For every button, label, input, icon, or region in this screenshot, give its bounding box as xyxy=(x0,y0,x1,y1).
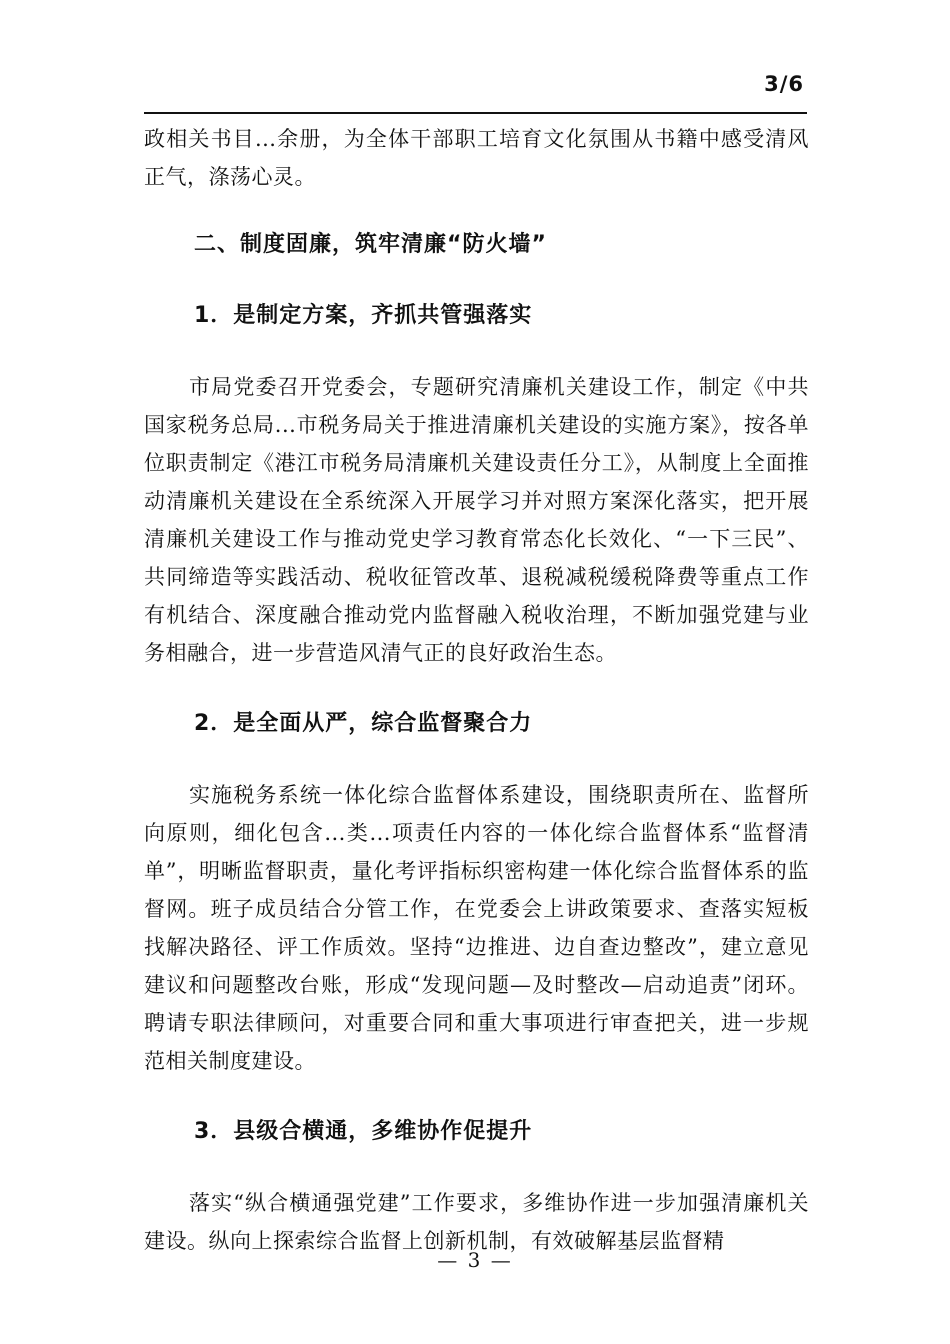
document-body xyxy=(144,120,809,1260)
subheading-1: 1．是制定方案，齐抓共管强落实 xyxy=(194,303,533,328)
paragraph-3: 落实“纵合横通强党建”工作要求，多维协作进一步加强清廉机关建设。纵向上探索综合监督上创新机制，有效破解基层监督精 xyxy=(144,1191,809,1253)
subheading-2: 2．是全面从严，综合监督聚合力 xyxy=(194,711,533,736)
paragraph-continuation: 政相关书目...余册，为全体干部职工培育文化氛围从书籍中感受清风正气，涤荡心灵。 xyxy=(144,127,809,189)
section-heading: 二、制度固廉，筑牢清廉“防火墙” xyxy=(194,232,547,257)
page-number-footer: — 3 — xyxy=(437,1248,513,1272)
paragraph-2: 实施税务系统一体化综合监督体系建设，围绕职责所在、监督所向原则，细化包含...类...项责任内容的一体化综合监督体系“监督清单”，明晰监督职责，量化考评指标织密构建一体化综合监督体系的监督网。班子成员结合分管工作，在党委会上讲政策要求、查落实短板找解决路径、评工作质效。坚持“边推进、边自查边整改”，建立意见建议和问题整改台账，形成“发现问题—及时整改—启动追责”闭环。聘请专职法律顾问，对重要合同和重大事项进行审查把关，进一步规范相关制度建设。 xyxy=(144,783,809,1073)
page-counter: 3/6 xyxy=(764,72,804,96)
header-divider xyxy=(144,112,807,114)
subheading-3: 3．县级合横通，多维协作促提升 xyxy=(194,1119,533,1144)
paragraph-1: 市局党委召开党委会，专题研究清廉机关建设工作，制定《中共国家税务总局...市税务局关于推进清廉机关建设的实施方案》，按各单位职责制定《港江市税务局清廉机关建设责任分工》，从制度上全面推动清廉机关建设在全系统深入开展学习并对照方案深化落实，把开展清廉机关建设工作与推动党史学习教育常态化长效化、“一下三民”、共同缔造等实践活动、税收征管改革、退税减税缓税降费等重点工作有机结合、深度融合推动党内监督融入税收治理，不断加强党建与业务相融合，进一步营造风清气正的良好政治生态。 xyxy=(144,375,809,665)
